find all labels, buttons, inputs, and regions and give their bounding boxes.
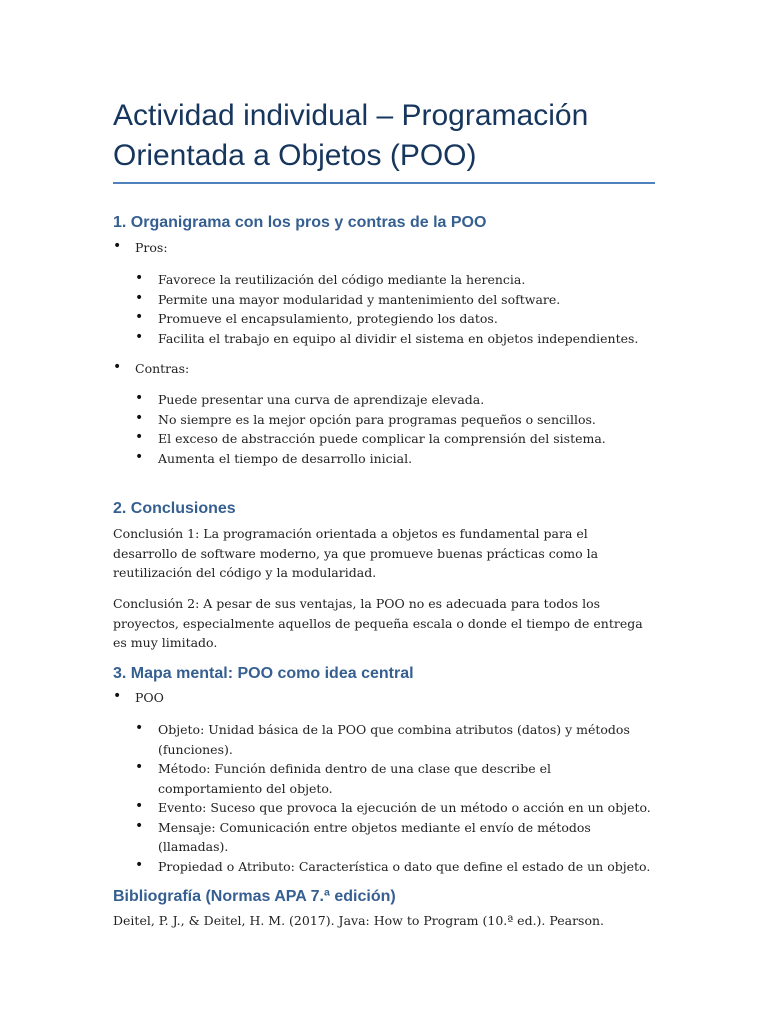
list-item: [113, 688, 655, 708]
pros-list: [113, 238, 655, 258]
contras-list: [113, 359, 655, 379]
list-item: • Objeto: Unidad básica de la POO que combina atributos (datos) y métodos (funciones).: [135, 720, 655, 759]
list-item: • Puede presentar una curva de aprendizaje elevada.: [135, 390, 655, 410]
list-item: • No siempre es la mejor opción para programas pequeños o sencillos.: [135, 410, 655, 430]
pros-sublist: [135, 270, 655, 348]
list-item: • Permite una mayor modularidad y mantenimiento del software.: [135, 290, 655, 310]
list-item: • El exceso de abstracción puede complicar la comprensión del sistema.: [135, 429, 655, 449]
conclusion-1: Conclusión 1: La programación orientada a objetos es fundamental para el desarrollo de software moderno, ya que promueve buenas prácticas como la reutilización del código y la modularidad.: [113, 526, 599, 580]
list-item: • Facilita el trabajo en equipo al dividir el sistema en objetos independientes.: [135, 329, 655, 349]
mindmap-root-label: POO: [135, 690, 164, 705]
conclusion-2: Conclusión 2: A pesar de sus ventajas, la POO no es adecuada para todos los proyectos, especialmente aquellos de pequeña escala o donde el tiempo de entrega es muy limitado.: [113, 596, 643, 650]
contras-sublist: [135, 390, 655, 468]
list-item: • Aumenta el tiempo de desarrollo inicial.: [135, 449, 655, 469]
section-heading-pros-contras: 1. Organigrama con los pros y contras de la POO: [113, 214, 487, 231]
document-page: [113, 96, 655, 928]
list-item: [113, 238, 655, 258]
mindmap-root-list: [113, 688, 655, 708]
list-item: • Promueve el encapsulamiento, protegiendo los datos.: [135, 309, 655, 329]
mindmap-sublist: [135, 720, 655, 876]
list-item: • Método: Función definida dentro de una clase que describe el comportamiento del objeto.: [135, 759, 655, 798]
contras-label: Contras:: [135, 361, 190, 376]
pros-label: Pros:: [135, 240, 168, 255]
document-title: Actividad individual – Programación Orientada a Objetos (POO): [113, 96, 655, 184]
list-item: • Propiedad o Atributo: Característica o dato que define el estado de un objeto.: [135, 857, 655, 877]
bibliography-reference: Deitel, P. J., & Deitel, H. M. (2017). Java: How to Program (10.ª ed.). Pearson.: [113, 913, 605, 928]
list-item: • Mensaje: Comunicación entre objetos mediante el envío de métodos (llamadas).: [135, 818, 655, 857]
section-heading-bibliografia: Bibliografía (Normas APA 7.ª edición): [113, 888, 396, 905]
list-item: [113, 359, 655, 379]
list-item: • Evento: Suceso que provoca la ejecución de un método o acción en un objeto.: [135, 798, 655, 818]
section-heading-conclusiones: 2. Conclusiones: [113, 500, 236, 517]
section-heading-mapa-mental: 3. Mapa mental: POO como idea central: [113, 665, 414, 682]
list-item: • Favorece la reutilización del código mediante la herencia.: [135, 270, 655, 290]
